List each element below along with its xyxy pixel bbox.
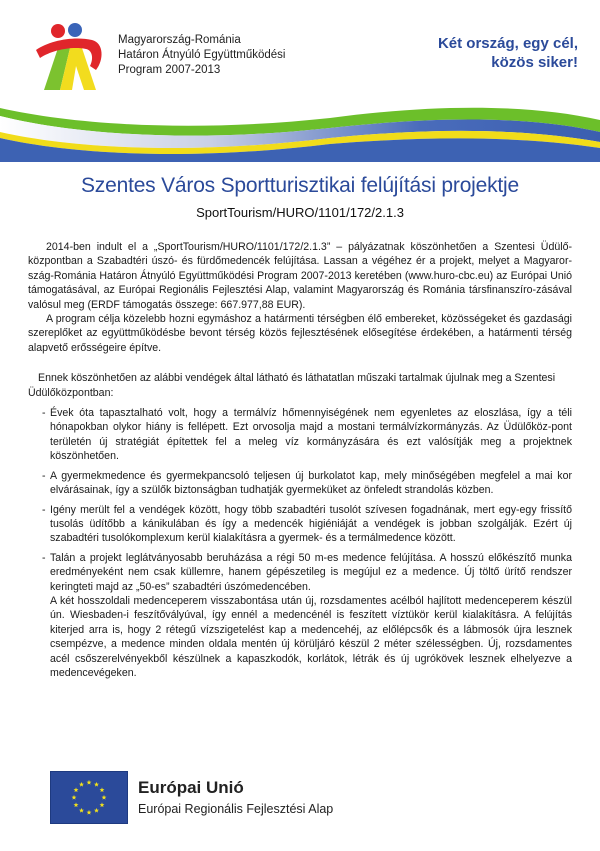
eu-star-icon	[94, 808, 99, 813]
eu-star-icon	[87, 780, 92, 785]
improvements-list	[28, 406, 572, 680]
eu-flag-icon	[50, 771, 128, 824]
program-name	[118, 33, 285, 78]
list-item	[28, 469, 572, 498]
slogan	[438, 34, 578, 72]
slogan-line-2: közös siker!	[491, 54, 578, 71]
eu-title: Európai Unió	[138, 778, 244, 797]
list-item-text: Igény merült fel a vendégek között, hogy több szabadtéri tusolót szívesen fogadnának, mert egy-egy frissítő tusolás üdítőbb a kánikulában és így a medencék higiéniáját a vendégek is jobban szolgálják. Ezért új szabadtéri tusolókomplexum kerül kialakításra a gyermek- és a termálmedence között.	[50, 503, 572, 545]
list-item-text: Talán a projekt leglátványosabb beruházása a régi 50 m-es medence felújítása. A hosszú előkészítő munka eredményeként nem csak küllemre, hanem gépészetileg is megújul ez a medence. Új töltő ürítő rendszer keringteti majd az „50-es” szabadtéri úszómedencében.	[50, 551, 572, 593]
document-subtitle: SportTourism/HURO/1101/172/2.1.3	[196, 205, 404, 220]
list-intro: Ennek köszönhetően az alábbi vendégek által látható és láthatatlan műszaki tartalmak újulnak meg a Szentesi Üdülőközpontban:	[28, 372, 556, 399]
document-title: Szentes Város Sportturisztikai felújítási projektje	[81, 174, 519, 197]
program-line-2: Határon Átnyúló Együttműködési	[118, 49, 286, 61]
eu-star-icon	[72, 795, 77, 800]
list-dash: -	[42, 407, 46, 420]
logo-blue-head	[68, 23, 82, 37]
eu-star-icon	[79, 782, 84, 787]
eu-star-icon	[79, 808, 84, 813]
list-item-text: A gyermekmedence és gyermekpancsoló teljesen új burkolatot kap, mely minőségében megfelel a mai kor elvárásainak, így a szülők biztonságban tudhatják gyermeküket az önfeledt strandolás közben.	[50, 469, 572, 497]
eu-star-icon	[100, 787, 105, 792]
eu-star-icon	[102, 795, 107, 800]
program-line-3: Program 2007-2013	[118, 64, 221, 76]
eu-star-icon	[87, 810, 92, 815]
header	[0, 0, 600, 165]
program-line-1: Magyarország-Románia	[118, 34, 241, 46]
spacer	[28, 355, 572, 371]
list-dash: -	[42, 469, 46, 482]
list-item-text: Évek óta tapasztalható volt, hogy a termálvíz hőmennyiségének nem egyenletes az eloszlása, így a téli hónapokban olykor hiány is fellépett. Ezt orvosolja majd a mostani termálvízkormányzás. Az Üdülőköz-pont területén új stratégiát építettek fel a meleg víz kormányzására és ezt valósítják meg a projektnek köszönhetően.	[50, 407, 572, 463]
eu-star-icon	[74, 787, 79, 792]
eu-stars-icon	[51, 772, 127, 823]
paragraph-2: A program célja közelebb hozni egymáshoz a határmenti térségben élő embereket, közösségeket és gazdasági szereplőket az együttműködésbe bevont térség közös fejlesztésének elősegítése érdekében, a határmenti térség alapvető erősségeire építve.	[28, 313, 572, 354]
list-item-extra-text: A két hosszoldali medenceperem visszabontása után új, rozsdamentes acélból hajlított medenceperem készül ún. Wiesbaden-i feszítővályúval, így ennél a medencénél is feszített víztükör kerül kialakításra. A felújítás kiterjed arra is, hogy 2 rétegű vízszigetelést kap a medencehéj, az előlépcsők és a lábmosók újra lesznek csempézve, a medence minden oldala mentén új körüljáró készül 2 méter szélességben. Új, rozsdamentes acél csőszerelvényekből készülnek a kapaszkodók, korlátok, létrák és új ugrókövek lesznek elhelyezve a medencevégeken.	[50, 594, 572, 679]
footer	[0, 740, 600, 840]
list-dash: -	[42, 551, 46, 564]
logo-red-head	[51, 24, 65, 38]
list-item	[28, 406, 572, 464]
paragraph-1: 2014-ben indult el a „SportTourism/HURO/1101/172/2.1.3” – pályázatnak köszönhetően a Szentesi Üdülő-központban a Szabadtéri úszó- és fürdőmedencék felújítása. Lassan a végéhez ér a projekt, melyet a Magyaror-szág-Románia Határon Átnyúló Együttműködési Program 2007-2013 keretében (www.huro-cbc.eu) az Európai Unió támogatásával, az Európai Regionális Fejlesztési Alap, valamint Magyarország és Románia társfinanszíro-zásával valósul meg (ERDF támogatás összege: 667.977,88 EUR).	[28, 241, 572, 311]
eu-subtitle: Európai Regionális Fejlesztési Alap	[138, 802, 334, 816]
list-item	[28, 551, 572, 681]
eu-star-icon	[100, 802, 105, 807]
list-dash: -	[42, 503, 46, 516]
header-wave-banner	[0, 98, 600, 162]
hu-ro-cooperation-logo-icon	[30, 18, 110, 93]
document-body	[28, 240, 572, 685]
list-item	[28, 503, 572, 546]
eu-star-icon	[94, 782, 99, 787]
eu-star-icon	[74, 802, 79, 807]
slogan-line-1: Két ország, egy cél,	[437, 35, 578, 52]
